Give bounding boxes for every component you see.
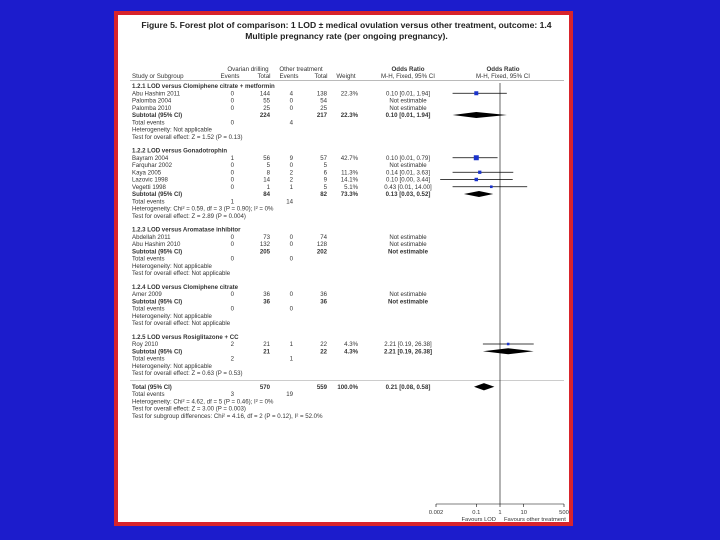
cell-events-other: 1 (289, 183, 293, 191)
x-axis-tick-label: 500 (559, 510, 569, 516)
row-subgroup (132, 334, 239, 341)
row-label: Palomba 2010 (132, 104, 172, 112)
cell-events-other: 0 (289, 104, 293, 112)
cell-events-ovarian: 0 (230, 97, 234, 105)
row-note (132, 370, 243, 377)
row-label: 1.2.4 LOD versus Clomiphene citrate (132, 283, 239, 291)
cell-events-other: 0 (289, 97, 293, 105)
row-study (132, 169, 430, 176)
row-events (132, 119, 294, 126)
row-label: Total events (132, 355, 165, 363)
figure-panel (114, 11, 573, 526)
row-note (132, 363, 213, 370)
pooled-diamond (483, 348, 534, 354)
row-study (132, 98, 427, 105)
row-study (132, 184, 432, 191)
row-label: Kaya 2005 (132, 169, 162, 177)
cell-events-other: 9 (289, 154, 293, 162)
row-note (132, 134, 243, 141)
row-label: Subtotal (95% CI) (132, 298, 183, 306)
figure-title-line2: Multiple pregnancy rate (per ongoing pregnancy). (245, 31, 448, 41)
row-label: 1.2.2 LOD versus Gonadotrophin (132, 147, 228, 155)
cell-events-ovarian: 0 (230, 255, 234, 263)
cell-odds-ratio: Not estimable (389, 291, 427, 298)
study-square (475, 178, 478, 181)
pooled-diamond (453, 112, 507, 118)
cell-odds-ratio: Not estimable (389, 241, 427, 248)
row-label: Subtotal (95% CI) (132, 191, 183, 198)
cell-events-ovarian: 0 (230, 104, 234, 112)
row-label: Total events (132, 119, 165, 127)
cell-weight: 100.0% (337, 383, 358, 391)
cell-events-ovarian: 0 (230, 183, 234, 191)
row-label: 1.2.1 LOD versus Clomiphene citrate + metformin (132, 83, 275, 90)
cell-odds-ratio: 0.10 [0.01, 1.94] (385, 112, 431, 119)
cell-total-other: 202 (316, 248, 327, 256)
row-label: Roy 2010 (132, 341, 159, 348)
row-events (132, 356, 294, 363)
cell-total-ovarian: 73 (263, 233, 270, 241)
cell-weight: 5.1% (344, 183, 358, 191)
cell-total-ovarian: 570 (259, 383, 270, 391)
row-events (132, 198, 294, 205)
header-or-col2: Odds Ratio (486, 66, 520, 73)
cell-events-other: 4 (289, 119, 293, 127)
row-events (132, 306, 294, 313)
cell-events-ovarian: 1 (230, 198, 234, 206)
cell-total-ovarian: 8 (266, 169, 270, 177)
row-total (132, 384, 430, 391)
cell-total-other: 22 (320, 348, 327, 356)
row-note (132, 406, 246, 413)
cell-odds-ratio: 0.10 [0.01, 0.79] (385, 154, 431, 162)
cell-weight: 22.3% (340, 112, 358, 119)
row-note (132, 263, 213, 270)
cell-events-ovarian: 0 (230, 162, 234, 169)
row-subtotal (132, 298, 429, 305)
study-square (490, 185, 493, 188)
row-note (132, 320, 231, 327)
row-label: Farquhar 2002 (132, 162, 172, 169)
row-subtotal (132, 112, 430, 119)
header-total2: Total (314, 73, 328, 80)
cell-events-other: 1 (289, 341, 293, 348)
cell-odds-ratio: Not estimable (389, 97, 427, 105)
row-study (132, 155, 430, 162)
cell-total-ovarian: 144 (259, 90, 270, 98)
forest-marks (440, 91, 534, 390)
cell-events-other: 2 (289, 176, 293, 184)
cell-total-ovarian: 55 (263, 97, 270, 105)
cell-weight: 4.3% (344, 341, 358, 348)
row-label: Test for overall effect: Z = 1.52 (P = 0.13) (132, 133, 243, 141)
row-label: Abu Hashim 2010 (132, 241, 181, 248)
cell-odds-ratio: Not estimable (388, 298, 428, 306)
row-note (132, 313, 213, 320)
x-axis-tick-label: 1 (498, 510, 502, 516)
cell-weight: 14.1% (340, 176, 358, 184)
cell-events-other: 0 (289, 291, 293, 298)
row-label: Subtotal (95% CI) (132, 248, 183, 256)
header-or-col1: Odds Ratio (391, 66, 425, 73)
row-subtotal (132, 191, 430, 198)
row-label: Test for overall effect: Z = 0.63 (P = 0.53) (132, 370, 243, 377)
cell-total-other: 5 (323, 162, 327, 169)
cell-total-ovarian: 5 (266, 162, 270, 169)
cell-events-ovarian: 2 (230, 355, 234, 363)
row-subgroup (132, 83, 275, 90)
cell-odds-ratio: 2.21 [0.19, 26.38] (384, 341, 432, 348)
cell-events-other: 1 (289, 355, 293, 363)
row-label: Heterogeneity: Not applicable (132, 362, 212, 370)
row-subgroup (132, 284, 239, 291)
cell-events-other: 0 (289, 241, 293, 248)
table-header (130, 66, 564, 81)
favours-right-label: Favours other treatment (504, 517, 566, 522)
row-study (132, 90, 430, 97)
cell-events-ovarian: 0 (230, 176, 234, 184)
cell-weight: 11.3% (341, 169, 358, 177)
cell-events-ovarian: 3 (230, 391, 234, 398)
cell-total-ovarian: 224 (259, 112, 270, 119)
header-group1: Ovarian drilling (227, 66, 269, 73)
row-label: Subtotal (95% CI) (132, 112, 183, 119)
cell-events-other: 0 (289, 305, 293, 313)
study-square (474, 91, 478, 95)
row-study (132, 341, 432, 348)
cell-events-ovarian: 0 (230, 90, 234, 98)
row-label: Palomba 2004 (132, 97, 172, 105)
row-study (132, 241, 427, 248)
row-label: Abu Hashim 2011 (132, 90, 180, 98)
cell-weight: 42.7% (340, 154, 358, 162)
header-total1: Total (257, 73, 271, 80)
cell-total-other: 36 (320, 298, 327, 306)
cell-total-other: 559 (316, 383, 327, 391)
cell-events-ovarian: 0 (230, 241, 234, 248)
row-label: Total events (132, 198, 165, 206)
row-note (132, 270, 231, 277)
cell-total-other: 74 (320, 233, 327, 241)
row-note (132, 413, 323, 420)
cell-total-other: 217 (316, 112, 327, 119)
cell-total-other: 22 (320, 341, 327, 348)
cell-weight: 4.3% (344, 348, 358, 356)
header-method1: M-H, Fixed, 95% CI (381, 73, 435, 80)
study-square (478, 171, 481, 174)
row-events (132, 256, 294, 263)
header-weight: Weight (336, 73, 356, 80)
row-label: Test for subgroup differences: Chi² = 4.16, df = 2 (P = 0.12), I² = 52.0% (132, 412, 323, 420)
cell-odds-ratio: Not estimable (389, 104, 427, 112)
cell-total-ovarian: 1 (266, 183, 270, 191)
row-study (132, 105, 427, 112)
cell-total-ovarian: 21 (263, 348, 270, 356)
cell-odds-ratio: 0.10 [0.00, 3.44] (385, 176, 431, 184)
row-subgroup (132, 148, 227, 155)
table-rows (130, 83, 564, 420)
cell-events-other: 19 (286, 391, 293, 398)
pooled-diamond (474, 383, 494, 390)
row-note (132, 213, 246, 220)
study-square (474, 155, 479, 160)
favours-left-label: Favours LOD (461, 517, 496, 522)
cell-odds-ratio: 0.21 [0.08, 0.58] (385, 383, 431, 391)
header-study: Study or Subgroup (132, 73, 184, 80)
cell-total-other: 54 (320, 97, 327, 105)
cell-events-other: 0 (289, 255, 293, 263)
cell-total-other: 36 (320, 291, 327, 298)
cell-events-other: 14 (286, 198, 293, 206)
cell-total-other: 82 (320, 191, 327, 198)
row-label: Heterogeneity: Chi² = 0.59, df = 3 (P = 0.90); I² = 0% (132, 205, 274, 213)
cell-events-ovarian: 0 (230, 233, 234, 241)
cell-total-ovarian: 25 (263, 104, 270, 112)
cell-events-ovarian: 2 (230, 341, 234, 348)
x-axis-tick-label: 10 (520, 510, 527, 516)
cell-total-other: 57 (320, 154, 327, 162)
cell-odds-ratio: Not estimable (389, 162, 427, 169)
row-label: Heterogeneity: Not applicable (132, 262, 212, 270)
cell-total-other: 9 (323, 176, 327, 184)
cell-events-ovarian: 0 (230, 291, 234, 298)
row-study (132, 291, 427, 298)
row-label: Test for overall effect: Z = 3.00 (P = 0.003) (132, 405, 246, 413)
forest-axis (429, 83, 569, 522)
study-square (507, 343, 510, 346)
row-label: Vegetti 1998 (132, 183, 166, 191)
row-label: Total events (132, 305, 165, 313)
cell-total-ovarian: 36 (263, 291, 270, 298)
cell-events-ovarian: 0 (230, 305, 234, 313)
cell-odds-ratio: 0.10 [0.01, 1.94] (385, 90, 431, 98)
cell-odds-ratio: 0.13 [0.03, 0.52] (385, 191, 431, 198)
header-events1: Events (220, 73, 240, 80)
row-subtotal (132, 348, 432, 355)
row-label: 1.2.3 LOD versus Aromatase inhibitor (132, 226, 241, 234)
figure-title-line1: Figure 5. Forest plot of comparison: 1 LOD ± medical ovulation versus other treatment, outcome: 1.4 (141, 20, 552, 30)
cell-events-other: 0 (289, 233, 293, 241)
cell-weight: 22.3% (340, 90, 358, 98)
row-label: Total events (132, 255, 165, 263)
x-axis-tick-label: 0.002 (428, 510, 444, 516)
forest-plot (118, 15, 569, 522)
row-subtotal (132, 248, 429, 255)
cell-odds-ratio: Not estimable (389, 233, 427, 241)
row-label: Heterogeneity: Not applicable (132, 126, 212, 134)
cell-total-ovarian: 36 (263, 298, 270, 306)
cell-total-ovarian: 14 (263, 176, 270, 184)
cell-events-other: 4 (289, 90, 293, 98)
cell-events-ovarian: 0 (230, 169, 234, 177)
cell-odds-ratio: 2.21 [0.19, 26.38] (383, 348, 433, 356)
cell-total-ovarian: 56 (263, 154, 270, 162)
row-label: Test for overall effect: Not applicable (132, 320, 231, 327)
header-method2: M-H, Fixed, 95% CI (476, 73, 530, 80)
row-label: 1.2.5 LOD versus Rosiglitazone + CC (132, 333, 239, 341)
row-label: Test for overall effect: Z = 2.89 (P = 0.004) (132, 212, 246, 220)
x-axis-tick-label: 0.1 (472, 510, 481, 516)
row-label: Amer 2009 (132, 291, 162, 298)
row-label: Heterogeneity: Chi² = 4.62, df = 5 (P = 0.46); I² = 0% (132, 398, 274, 406)
cell-events-other: 0 (289, 162, 293, 169)
cell-events-other: 2 (289, 169, 293, 177)
row-study (132, 162, 427, 169)
row-label: Lazovic 1998 (132, 176, 168, 184)
header-events2: Events (279, 73, 299, 80)
row-label: Abdellah 2011 (132, 233, 171, 241)
row-note (132, 206, 274, 213)
cell-total-other: 25 (320, 104, 327, 112)
cell-total-ovarian: 21 (263, 341, 270, 348)
cell-weight: 73.3% (340, 191, 358, 198)
row-events (132, 391, 294, 398)
row-note (132, 398, 274, 405)
cell-total-ovarian: 132 (259, 241, 270, 248)
cell-odds-ratio: Not estimable (388, 248, 428, 256)
cell-total-ovarian: 205 (259, 248, 270, 256)
header-group2: Other treatment (279, 66, 323, 73)
row-label: Bayram 2004 (132, 154, 169, 162)
cell-total-ovarian: 84 (263, 191, 270, 198)
row-study (132, 177, 430, 184)
row-study (132, 234, 427, 241)
cell-total-other: 5 (323, 183, 327, 191)
cell-odds-ratio: 0.14 [0.01, 3.63] (385, 169, 431, 177)
row-subgroup (132, 227, 241, 234)
cell-total-other: 128 (316, 241, 327, 248)
row-label: Total events (132, 391, 165, 398)
cell-total-other: 138 (316, 90, 327, 98)
cell-total-other: 6 (323, 169, 327, 177)
cell-events-ovarian: 0 (230, 119, 234, 127)
pooled-diamond (464, 191, 493, 197)
cell-events-ovarian: 1 (230, 154, 234, 162)
cell-odds-ratio: 0.43 [0.01, 14.00] (384, 183, 432, 191)
row-label: Total (95% CI) (132, 383, 172, 391)
row-label: Subtotal (95% CI) (132, 348, 183, 356)
row-note (132, 127, 213, 134)
row-label: Heterogeneity: Not applicable (132, 312, 212, 320)
row-label: Test for overall effect: Not applicable (132, 270, 231, 277)
